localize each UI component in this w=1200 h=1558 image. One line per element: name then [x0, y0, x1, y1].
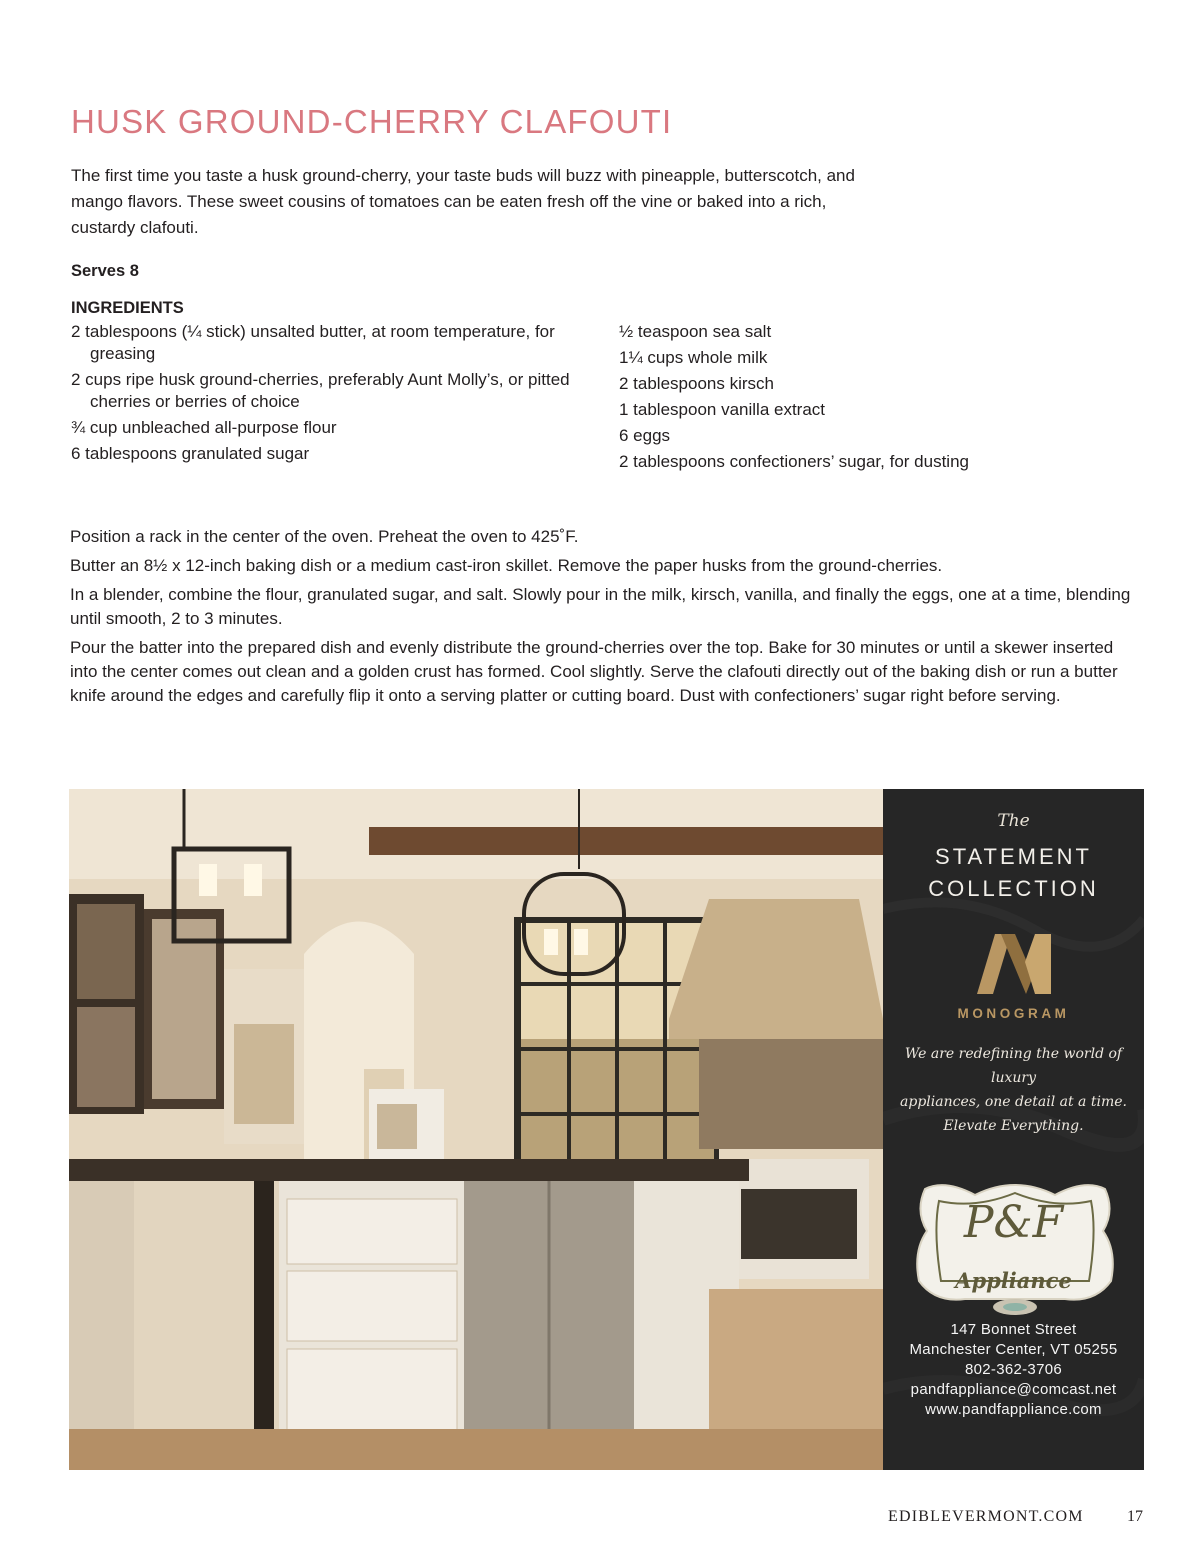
ingredient-item: 1 tablespoon vanilla extract: [619, 400, 826, 419]
ingredient-item: ¾ cup unbleached all-purpose flour: [71, 418, 337, 437]
direction-step: Position a rack in the center of the oven. Preheat the oven to 425˚F.: [70, 527, 579, 546]
ad-collection-line2: COLLECTION: [928, 876, 1099, 901]
ingredient-item: 2 tablespoons confectioners’ sugar, for dusting: [619, 452, 969, 471]
dealer-address-line1: 147 Bonnet Street: [950, 1321, 1077, 1338]
dealer-address-line2: Manchester Center, VT 05255: [909, 1341, 1118, 1358]
footer-site-name: EDIBLEVERMONT.COM: [888, 1508, 1084, 1525]
monogram-logo-icon: [977, 932, 1051, 996]
ad-contact-block: [883, 1320, 1144, 1420]
page-number: 17: [1127, 1508, 1143, 1525]
direction-step: In a blender, combine the flour, granulated sugar, and salt. Slowly pour in the milk, kirsch, vanilla, and finally the eggs, one at a time, blending until smooth, 2 to 3 minutes.: [70, 585, 1131, 628]
ad-collection-title: [883, 841, 1144, 905]
ad-tagline-line2: appliances, one detail at a time.: [900, 1094, 1127, 1110]
ingredients-heading: INGREDIENTS: [71, 299, 184, 317]
ad-collection-line1: STATEMENT: [935, 844, 1092, 869]
recipe-title: HUSK GROUND-CHERRY CLAFOUTI: [71, 103, 673, 140]
ingredient-item: 2 tablespoons (¼ stick) unsalted butter, at room temperature, for greasing: [71, 322, 555, 363]
ingredient-item: 6 tablespoons granulated sugar: [71, 444, 310, 463]
direction-step: Pour the batter into the prepared dish and evenly distribute the ground-cherries over the top. Bake for 30 minutes or until a skewer inserted into the center comes out clean and a golden crust has formed. Cool slightly. Serve the clafouti directly out of the baking dish or run a butter knife around the edges and carefully flip it onto a serving platter or cutting board. Dust with confectioners’ sugar right before serving.: [70, 638, 1118, 705]
monogram-advertisement: [883, 789, 1144, 1470]
ingredient-item: ½ teaspoon sea salt: [619, 322, 772, 341]
pf-appliance-word: Appliance: [955, 1268, 1072, 1293]
dealer-phone: 802-362-3706: [964, 1361, 1062, 1378]
ingredient-item: 2 cups ripe husk ground-cherries, preferably Aunt Molly’s, or pitted cherries or berries of choice: [71, 370, 570, 411]
pf-monogram: P&F: [963, 1197, 1064, 1248]
kitchen-illustration: [69, 789, 883, 1470]
monogram-wordmark: MONOGRAM: [957, 1006, 1070, 1021]
ingredient-item: 6 eggs: [619, 426, 671, 445]
ingredient-item: 2 tablespoons kirsch: [619, 374, 774, 393]
recipe-intro: The first time you taste a husk ground-cherry, your taste buds will buzz with pineapple, butterscotch, and mango flavors. These sweet cousins of tomatoes can be eaten fresh off the vine or baked into a rich, custardy clafouti.: [71, 166, 855, 237]
ad-tagline-line1: We are redefining the world of luxury: [904, 1046, 1123, 1086]
dealer-email[interactable]: pandfappliance@comcast.net: [910, 1381, 1117, 1398]
ingredient-item: 1¼ cups whole milk: [619, 348, 768, 367]
ad-tagline-line3: Elevate Everything.: [943, 1118, 1084, 1134]
ad-tagline: [897, 1042, 1130, 1138]
directions: [70, 525, 1135, 713]
dealer-website[interactable]: www.pandfappliance.com: [925, 1401, 1102, 1418]
ad-the-text: The: [997, 811, 1030, 831]
ingredients-list-right: [619, 321, 1119, 477]
serves-count: Serves 8: [71, 262, 139, 280]
ingredients-list-left: [71, 321, 606, 469]
kitchen-photo: [69, 789, 883, 1470]
direction-step: Butter an 8½ x 12-inch baking dish or a medium cast-iron skillet. Remove the paper husks from the ground-cherries.: [70, 556, 943, 575]
